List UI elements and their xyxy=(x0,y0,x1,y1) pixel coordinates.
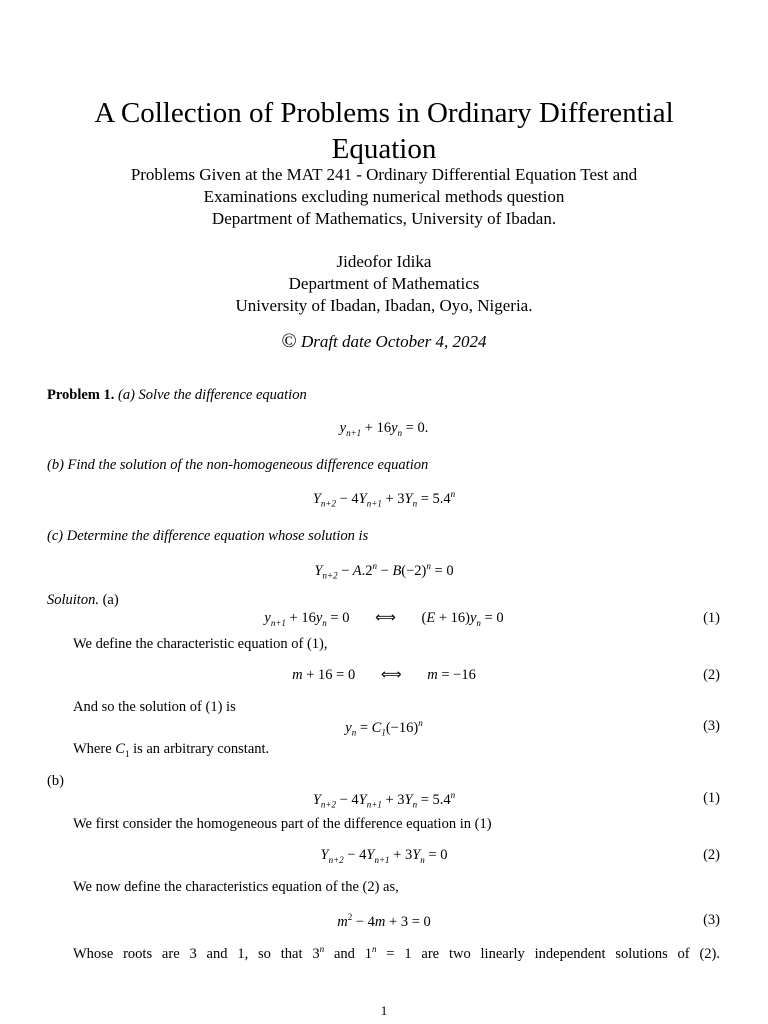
problem-c-text: (c) Determine the difference equation whose solution is xyxy=(47,528,369,544)
roots-text-3: = 1 are two linearly independent solutions of (2). xyxy=(376,945,720,962)
subtitle-line-2: Examinations excluding numerical methods question xyxy=(203,187,565,206)
page-title xyxy=(0,95,768,167)
page-number: 1 xyxy=(380,1003,388,1018)
problem-label: Problem 1. xyxy=(47,387,115,403)
solution-eq-2: m + 16 = 0 ⟺ m = −16 xyxy=(292,667,476,683)
author-name: Jideofor Idika xyxy=(336,252,432,271)
subtitle-line-3: Department of Mathematics, University of Ibadan. xyxy=(211,209,557,228)
eq-number-b3: (3) xyxy=(703,912,720,928)
eq-number-a2: (2) xyxy=(703,667,720,683)
author-block xyxy=(0,251,768,317)
title-line-2: Equation xyxy=(331,133,437,165)
title-line-1: A Collection of Problems in Ordinary Differential xyxy=(94,97,674,129)
eq-number-a1: (1) xyxy=(703,610,720,626)
solution-a-def: We define the characteristic equation of (1), xyxy=(73,636,328,652)
solution-b-eq-1: $Y_{n+2} - 4Y_{n+1} + 3Y_n = 5.4^n$ xyxy=(312,790,456,810)
solution-b-eq-2: $Y_{n+2} - 4Y_{n+1} + 3Y_n = 0$ xyxy=(320,847,448,865)
eq-number-b2: (2) xyxy=(703,847,720,863)
eq-number-b1: (1) xyxy=(703,790,720,806)
subtitle xyxy=(0,164,768,230)
solution-b-char: We now define the characteristics equation of the (2) as, xyxy=(73,879,399,895)
problem-b-text: (b) Find the solution of the non-homogeneous difference equation xyxy=(47,457,429,473)
where-pre: Where xyxy=(73,741,116,757)
solution-label xyxy=(47,592,119,609)
solution-b-roots: Whose roots are 3 and 1, so that 3$^n$ and $1^n = 1$ are two linearly independent solutions of (2). xyxy=(73,944,720,962)
roots-text-2: and 1 xyxy=(324,945,372,962)
solution-a-sol: And so the solution of (1) is xyxy=(73,699,236,715)
solution-part-b: (b) xyxy=(47,773,64,789)
solution-eq-1: $y_{n+1} + 16y_n = 0$ ⟺ $(E + 16)y_n = 0$ xyxy=(264,610,504,628)
equation-b: $Y_{n+2} - 4Y_{n+1} + 3Y_n = 5.4^n$ xyxy=(312,489,456,509)
eq-number-a3: (3) xyxy=(703,718,720,734)
problem-1-a xyxy=(47,387,307,404)
solution-b-homog: We first consider the homogeneous part of the difference equation in (1) xyxy=(73,816,492,832)
author-affil: University of Ibadan, Ibadan, Oyo, Nigeria. xyxy=(235,296,533,315)
draft-date xyxy=(0,330,768,353)
solution-b-eq-3: $m^2 - 4m + 3 = 0$ xyxy=(337,912,431,930)
where-post: is an arbitrary constant. xyxy=(129,741,270,757)
problem-a-text: (a) Solve the difference equation xyxy=(118,387,307,403)
author-dept: Department of Mathematics xyxy=(288,274,480,293)
roots-text-1: Whose roots are 3 and 1, so that 3 xyxy=(73,945,320,962)
solution-a-where: Where $C_1$ is an arbitrary constant. xyxy=(73,741,270,759)
equation-a: $y_{n+1} + 16y_n = 0$. xyxy=(339,420,429,438)
equation-c: $Y_{n+2} - A.2^n - B(-2)^n = 0$ xyxy=(314,561,454,581)
copyright-icon: © xyxy=(281,330,297,352)
draft-date-text: Draft date October 4, 2024 xyxy=(300,332,487,351)
subtitle-line-1: Problems Given at the MAT 241 - Ordinary Differential Equation Test and xyxy=(130,165,638,184)
solution-label-text: Soluiton. xyxy=(47,592,99,608)
solution-eq-3: $y_n = C_1(-16)^n$ xyxy=(345,718,423,738)
solution-part-a: (a) xyxy=(102,592,119,608)
